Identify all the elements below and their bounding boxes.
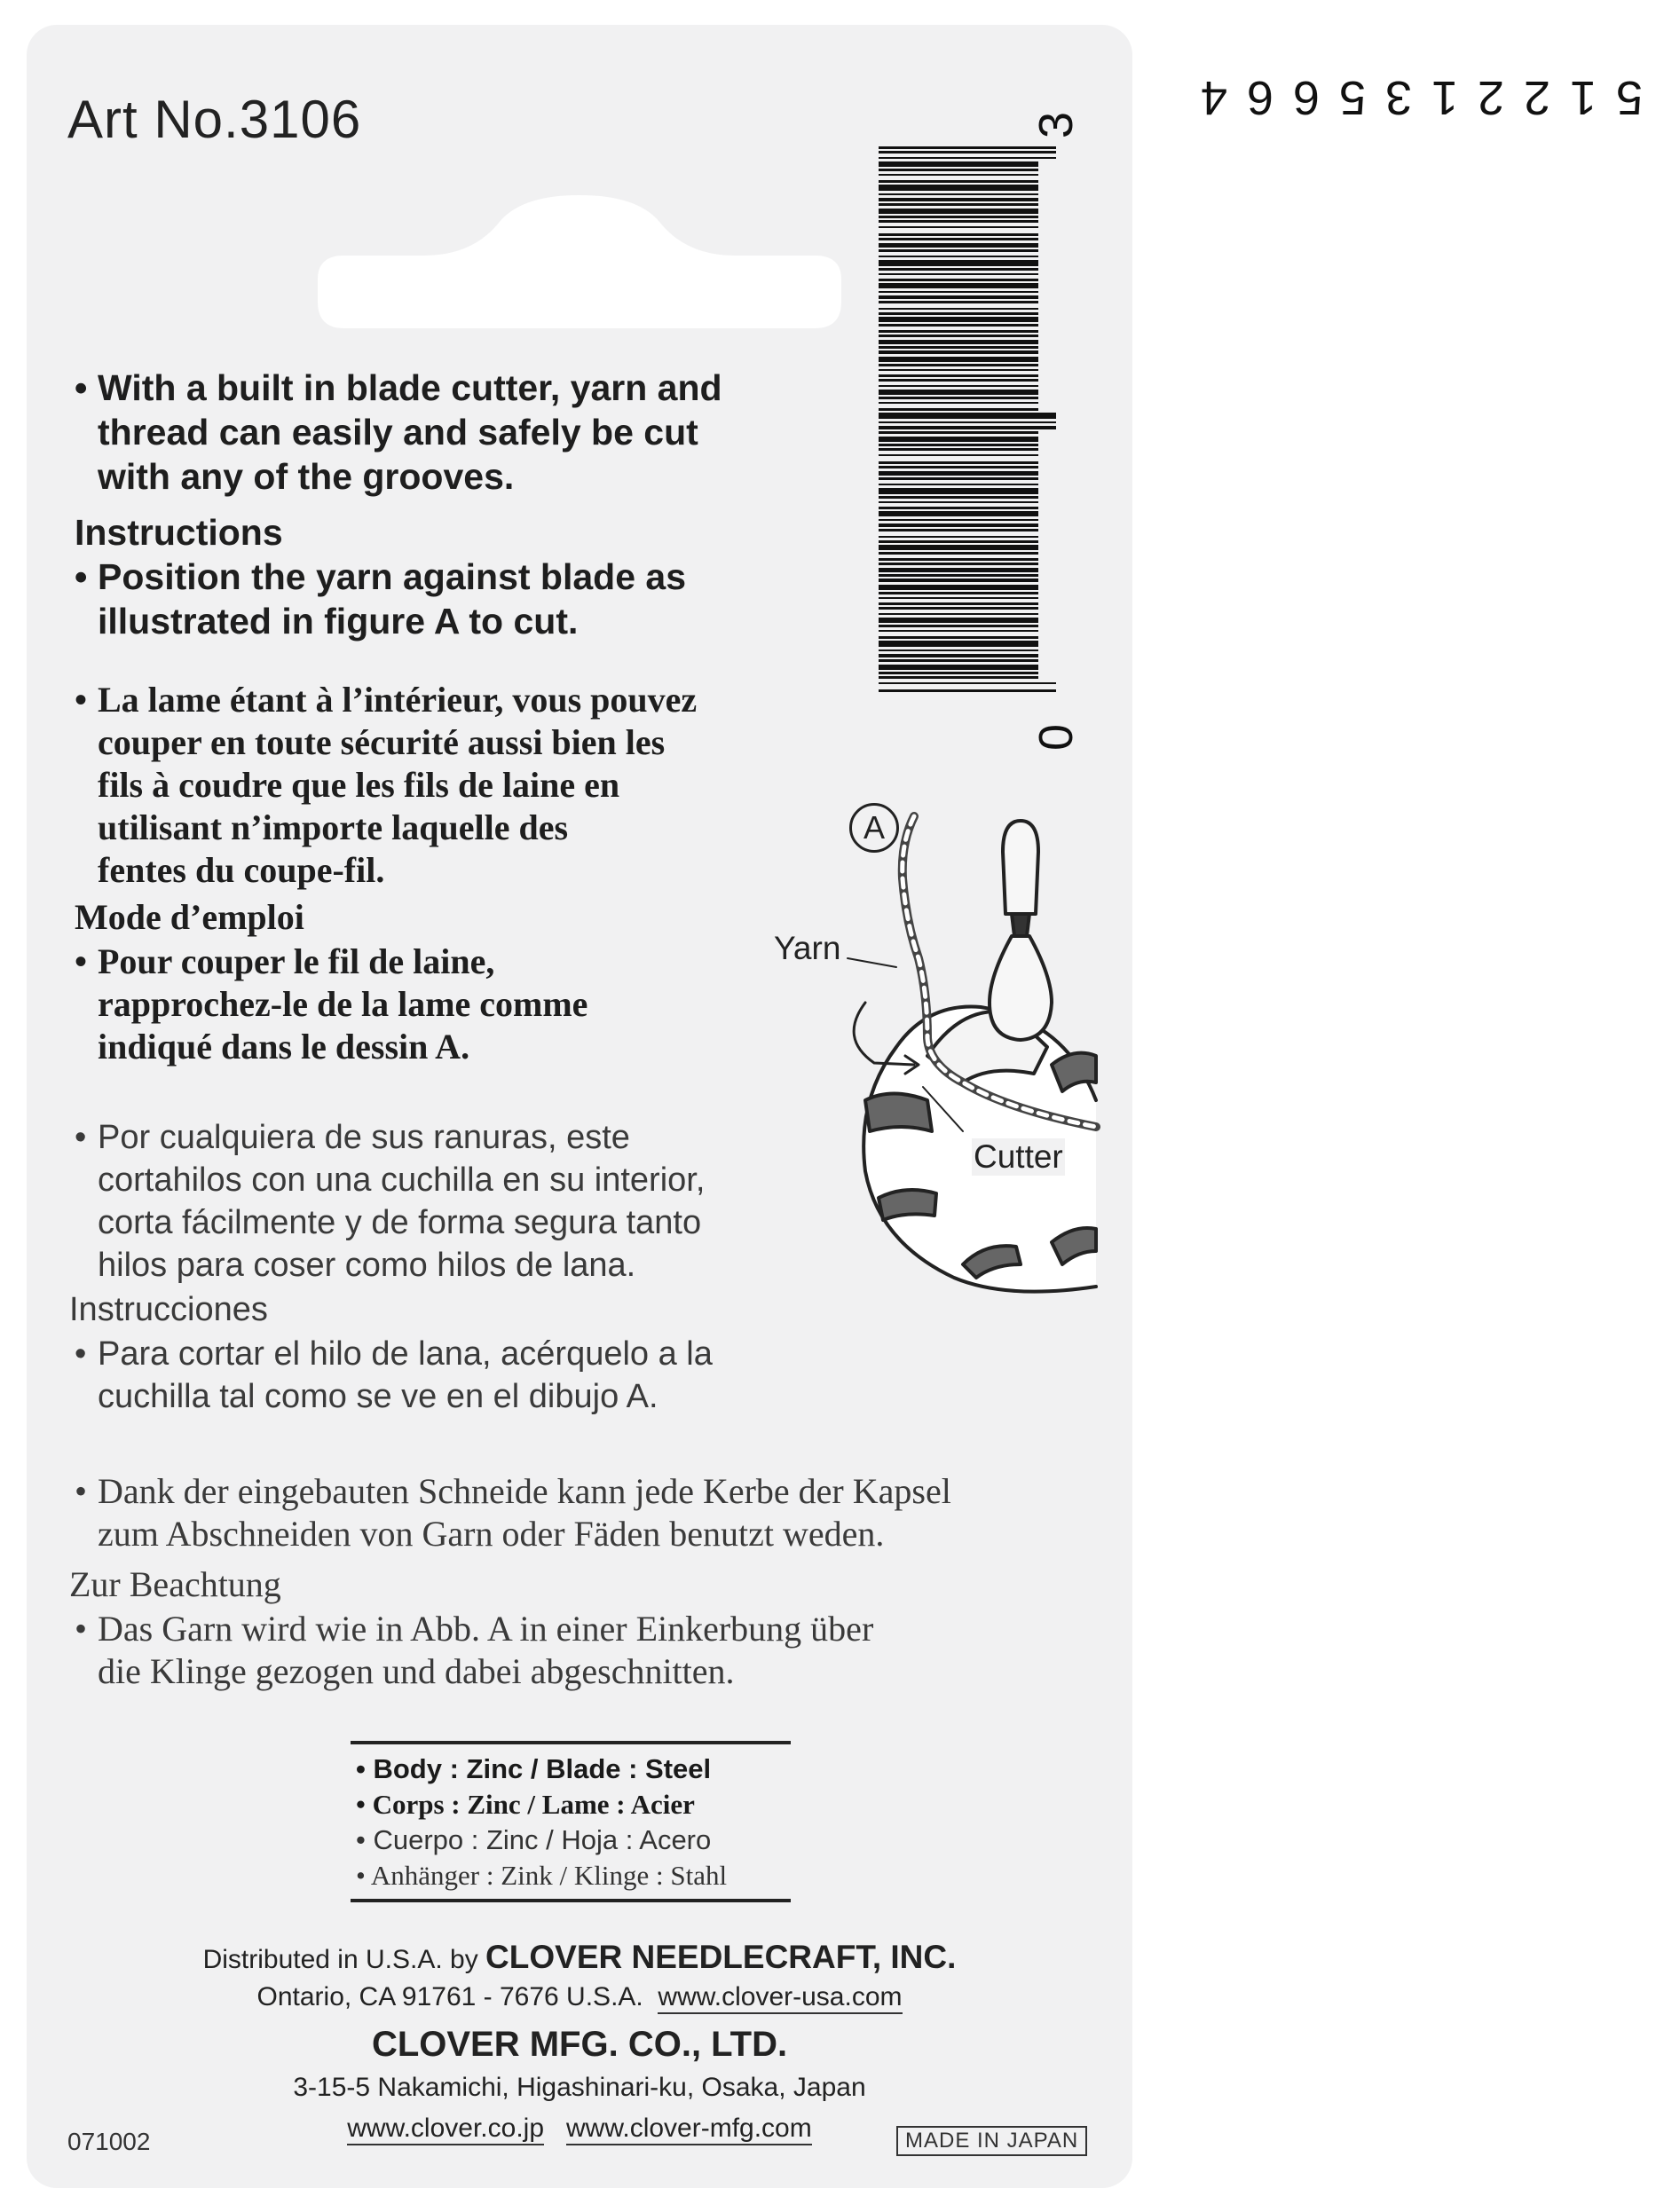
fr-intro-line: utilisant n’importe laquelle des (98, 807, 569, 847)
barcode-bar (879, 630, 1038, 632)
barcode-digit: 2 (1523, 71, 1551, 124)
barcode-bar (879, 592, 1038, 594)
barcode-bar (879, 283, 1038, 288)
french-intro: • La lame étant à l’intérieur, vous pouvez couper en toute sécurité aussi bien les fils à coudre que les fils de laine en utilisant n’importe laquelle des fentes du coupe-fil. (75, 679, 856, 892)
spanish-step: • Para cortar el hilo de lana, acérquelo a la cuchilla tal como se ve en el dibujo A. (75, 1333, 856, 1418)
fr-step-line: rapprochez-le de la lame comme (98, 984, 588, 1024)
barcode-bar (879, 180, 1038, 183)
barcode-bar (879, 665, 1038, 670)
barcode-bar (879, 454, 1038, 456)
barcode-bar (879, 501, 1038, 503)
barcode-bar (879, 507, 1038, 509)
barcode-bar (879, 220, 1038, 223)
article-number: Art No.3106 (67, 90, 362, 149)
barcode-bar (879, 496, 1038, 499)
made-in-label: MADE IN JAPAN (896, 2126, 1087, 2156)
en-step-line: illustrated in figure A to cut. (98, 601, 579, 642)
distributed-prefix: Distributed in U.S.A. by (202, 1945, 486, 1974)
barcode-bar (879, 477, 1038, 480)
barcode-bar (879, 579, 1038, 582)
barcode-digit: 4 (1200, 71, 1228, 124)
en-intro-line: with any of the grooves. (98, 456, 515, 497)
maker-address: 3-15-5 Nakamichi, Higashinari-ku, Osaka, Japan (293, 2073, 866, 2102)
print-code: 071002 (67, 2128, 151, 2155)
es-intro-line: hilos para coser como hilos de lana. (98, 1247, 636, 1284)
barcode-bar (879, 540, 1038, 543)
barcode-bar (879, 613, 1038, 615)
de-intro-line: zum Abschneiden von Garn oder Fäden benutzt weden. (98, 1514, 885, 1554)
barcode-bar (879, 536, 1038, 538)
barcode-bar (879, 448, 1038, 451)
barcode-bar (879, 461, 1038, 464)
hang-hole (318, 195, 841, 342)
barcode-bar (879, 519, 1038, 521)
barcode-bar (879, 273, 1038, 275)
fr-step-line: Pour couper le fil de laine, (98, 941, 495, 981)
barcode-bar (879, 390, 1038, 395)
website-mfg[interactable]: www.clover-mfg.com (566, 2114, 812, 2145)
barcode-bar (879, 444, 1038, 446)
es-intro-line: corta fácilmente y de forma segura tanto (98, 1204, 702, 1241)
barcode-bar (879, 545, 1038, 550)
de-intro-line: Dank der eingebauten Schneide kann jede Kerbe der Kapsel (98, 1471, 951, 1511)
english-heading: Instructions (75, 512, 283, 553)
barcode-bar (879, 364, 1038, 366)
barcode-bar (879, 597, 1038, 599)
barcode-bar (879, 585, 1038, 590)
barcode-bar (879, 312, 1038, 315)
barcode-bar (879, 602, 1038, 605)
materials-english: • Body : Zinc / Blade : Steel (356, 1753, 712, 1784)
figure-a-marker: A (849, 803, 899, 853)
barcode-bar (879, 607, 1038, 610)
en-intro-line: thread can easily and safely be cut (98, 412, 698, 453)
barcode-digit: 3 (1384, 71, 1413, 124)
maker-name: CLOVER MFG. CO., LTD. (371, 2025, 788, 2064)
barcode-bar (879, 676, 1038, 679)
barcode-bar (879, 369, 1038, 371)
english-intro: • With a built in blade cutter, yarn and thread can easily and safely be cut with any of the grooves. (75, 366, 856, 499)
fr-intro-line: fentes du coupe-fil. (98, 850, 385, 890)
barcode-digit: 5 (1338, 71, 1367, 124)
distributor-line (0, 1939, 1159, 1976)
barcode-bar (879, 260, 1038, 266)
spanish-intro: • Por cualquiera de sus ranuras, este cortahilos con una cuchilla en su interior, corta fácilmente y de forma segura tanto hilos para coser como hilos de lana. (75, 1116, 856, 1287)
barcode-bar (879, 552, 1038, 555)
french-step: • Pour couper le fil de laine, rapprochez-le de la lame comme indiqué dans le dessin A. (75, 941, 856, 1068)
german-intro: • Dank der eingebauten Schneide kann jede Kerbe der Kapsel zum Abschneiden von Garn oder Fäden benutzt weden. (75, 1470, 1069, 1555)
barcode-digit: 6 (1292, 71, 1321, 124)
barcode-digit: 5 (1615, 71, 1644, 124)
barcode-bar (879, 357, 1038, 362)
barcode-bar (879, 523, 1038, 527)
barcode-bar (879, 672, 1038, 674)
barcode-bar (879, 243, 1038, 248)
barcode-digit: 2 (1477, 71, 1505, 124)
barcode-bar (879, 161, 1038, 167)
materials-german: • Anhänger : Zink / Klinge : Stahl (356, 1860, 728, 1891)
barcode-digit: 1 (1569, 71, 1597, 124)
de-step-line: die Klinge gezogen und dabei abgeschnitten. (98, 1651, 735, 1691)
barcode-bar (879, 233, 1038, 236)
barcode-bar (879, 198, 1038, 201)
barcode-bar (879, 437, 1038, 442)
barcode-bar (879, 308, 1038, 310)
barcode-bar (879, 511, 1038, 516)
barcode-bar (879, 256, 1038, 257)
website-jp[interactable]: www.clover.co.jp (347, 2114, 544, 2145)
barcode-bar (879, 641, 1038, 647)
es-step-line: Para cortar el hilo de lana, acérquelo a la (98, 1335, 713, 1373)
german-heading: Zur Beachtung (69, 1564, 281, 1604)
es-intro-line: Por cualquiera de sus ranuras, este (98, 1119, 630, 1156)
distributor-address: Ontario, CA 91761 - 7676 U.S.A. (256, 1982, 643, 2011)
barcode-bar (879, 654, 1038, 657)
barcode-digits (1029, 71, 1644, 772)
barcode-bar (879, 659, 1038, 662)
barcode-bar (879, 574, 1038, 577)
barcode-bar (879, 558, 1038, 561)
barcode-bar (879, 402, 1038, 404)
barcode-bar (879, 216, 1038, 218)
barcode-bar (879, 317, 1038, 322)
barcode-bar (879, 279, 1038, 281)
en-intro-line: With a built in blade cutter, yarn and (98, 367, 722, 408)
barcode-bar (879, 568, 1038, 572)
barcode-bar (879, 174, 1038, 176)
barcode-bar (879, 340, 1038, 344)
barcode-bar (879, 431, 1038, 434)
barcode-bar (879, 203, 1038, 206)
barcode-bar (879, 385, 1038, 387)
en-step-line: Position the yarn against blade as (98, 556, 687, 597)
barcode-bar (879, 335, 1038, 337)
barcode-bar (879, 379, 1038, 382)
barcode-bar (879, 625, 1038, 627)
barcode-digit: 6 (1246, 71, 1274, 124)
barcode-right-digit: 3 (1029, 111, 1083, 139)
materials-spanish: • Cuerpo : Zinc / Hoja : Acero (356, 1824, 712, 1855)
barcode-bar (879, 636, 1038, 639)
barcode-bar (879, 268, 1038, 271)
es-step-line: cuchilla tal como se ve en el dibujo A. (98, 1378, 658, 1415)
barcode-bar (879, 374, 1038, 377)
barcode-bar (879, 324, 1038, 327)
english-step: • Position the yarn against blade as illustrated in figure A to cut. (75, 555, 856, 643)
fr-intro-line: fils à coudre que les fils de laine en (98, 765, 620, 805)
barcode-bar (879, 618, 1038, 623)
barcode-bar (879, 408, 1038, 411)
barcode-bar (879, 484, 1038, 485)
barcode-bar (879, 169, 1038, 171)
barcode-bar (879, 488, 1038, 494)
barcode-bar (879, 301, 1038, 303)
materials-box (351, 1741, 791, 1902)
figure-cutter-label: Cutter (974, 1138, 1063, 1175)
barcode-bar (879, 295, 1038, 299)
figure-yarn-label: Yarn (774, 930, 841, 966)
barcode-left-digit: 0 (1029, 723, 1083, 752)
es-intro-line: cortahilos con una cuchilla en su interior, (98, 1161, 706, 1199)
de-step-line: Das Garn wird wie in Abb. A in einer Einkerbung über (98, 1609, 874, 1649)
fr-step-line: indiqué dans le dessin A. (98, 1027, 470, 1067)
barcode-bar (879, 330, 1038, 333)
barcode-bar (879, 249, 1038, 252)
distributor-address-line (0, 1982, 1159, 2012)
barcode-bar (879, 291, 1038, 293)
barcode-bar (879, 529, 1038, 531)
french-heading: Mode d’emploi (75, 897, 304, 937)
barcode-bar (879, 471, 1038, 476)
fr-intro-line: La lame étant à l’intérieur, vous pouvez (98, 680, 698, 720)
barcode-bar (879, 350, 1038, 354)
barcode-bar (879, 185, 1038, 191)
materials-french: • Corps : Zinc / Lame : Acier (356, 1789, 695, 1820)
german-step: • Das Garn wird wie in Abb. A in einer Einkerbung über die Klinge gezogen und dabei abgeschnitten. (75, 1608, 1069, 1693)
barcode-digit: 1 (1431, 71, 1459, 124)
barcode-bar (879, 466, 1038, 468)
barcode-bar (879, 226, 1038, 228)
fr-intro-line: couper en toute sécurité aussi bien les (98, 722, 666, 762)
barcode-bar (879, 649, 1038, 651)
figure-a-illustration (830, 781, 1096, 1295)
distributor-website[interactable]: www.clover-usa.com (658, 1982, 902, 2014)
barcode-bar (879, 238, 1038, 240)
barcode-bar (879, 346, 1038, 349)
barcode-bar (879, 397, 1038, 399)
barcode-bar (879, 193, 1038, 195)
spanish-heading: Instrucciones (69, 1291, 268, 1328)
distributor-name: CLOVER NEEDLECRAFT, INC. (485, 1939, 957, 1975)
barcode-bar (879, 563, 1038, 565)
barcode-bar (879, 209, 1038, 214)
